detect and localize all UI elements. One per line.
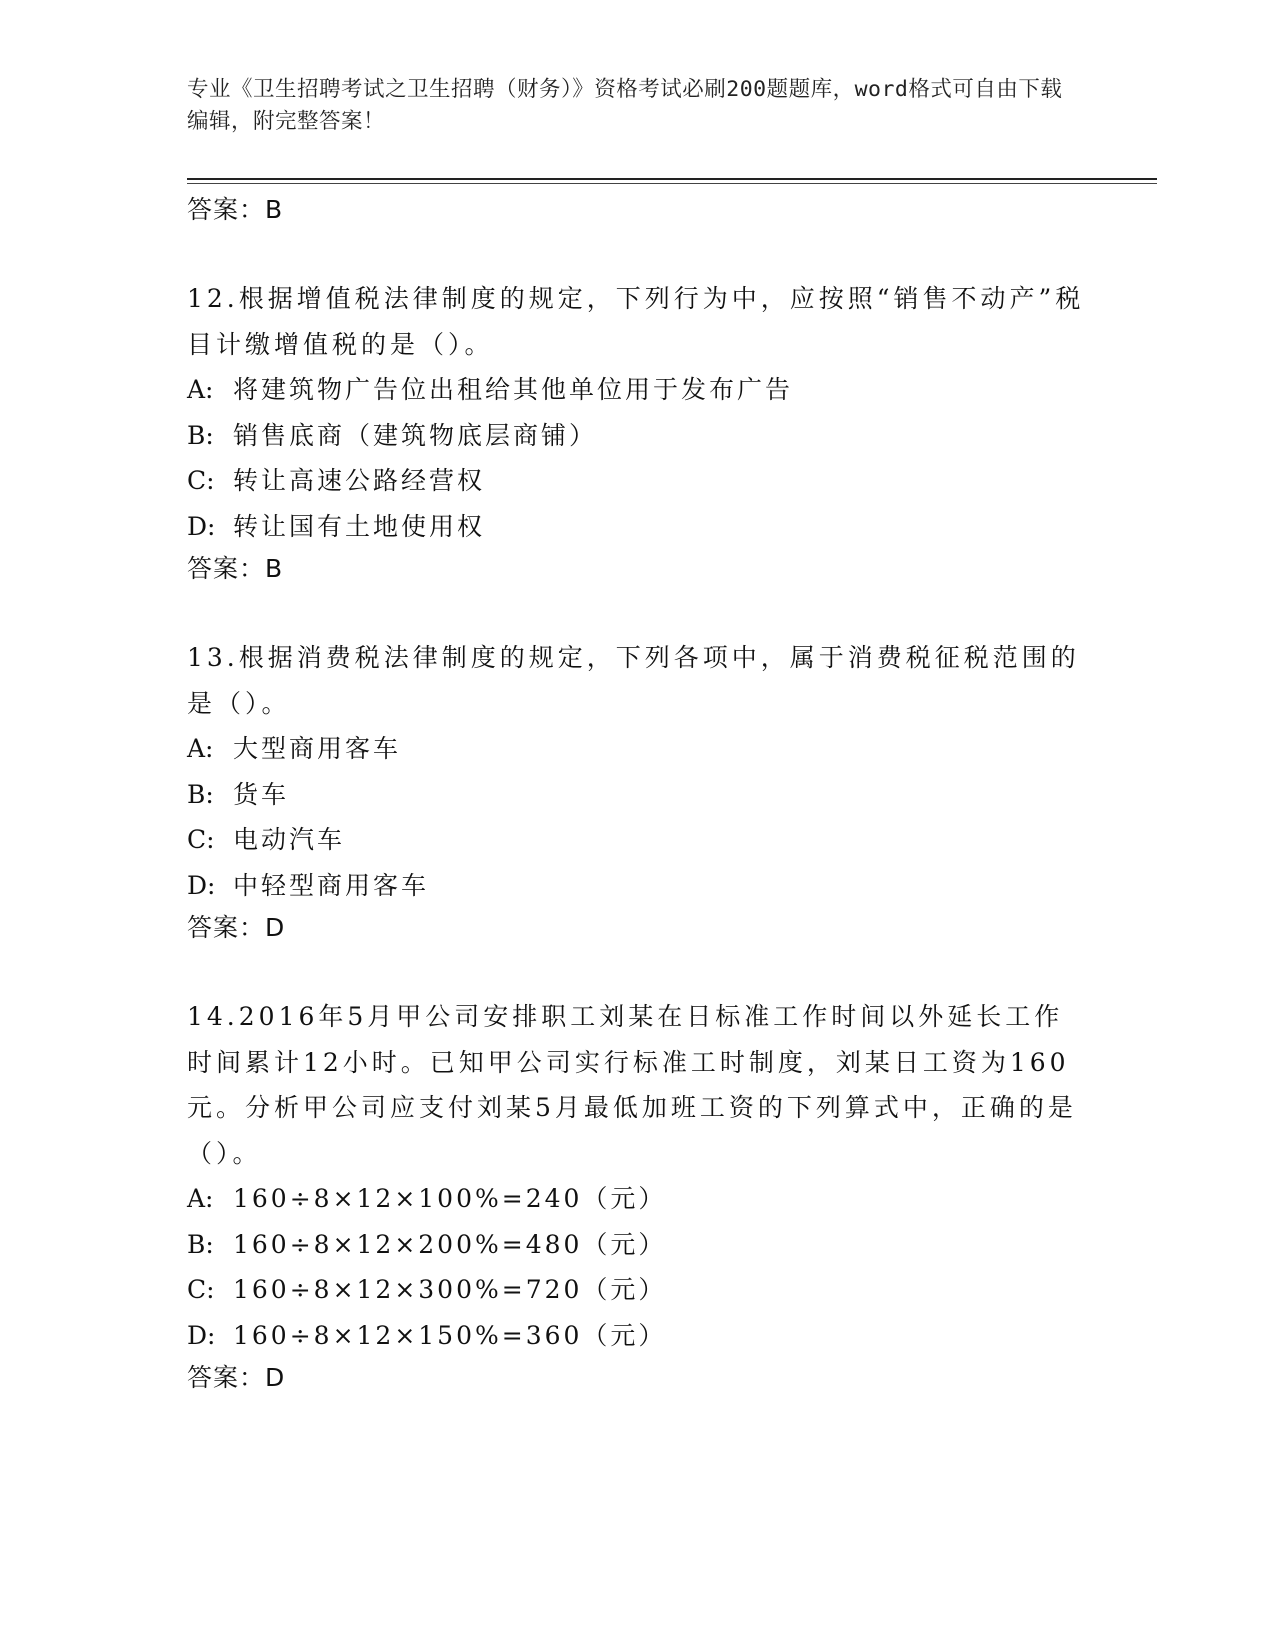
answer-label: 答案：	[187, 913, 266, 942]
question-stem: 14.2016年5月甲公司安排职工刘某在日标准工作时间以外延长工作时间累计12小时。已知甲公司实行标准工时制度，刘某日工资为160元。分析甲公司应支付刘某5月最低加班工资的下列算式中，正确的是（）。	[187, 1002, 1077, 1168]
option-key: D:	[187, 870, 216, 900]
question-12	[187, 276, 1087, 589]
answer-value: D	[265, 913, 286, 942]
option-c	[187, 817, 1087, 863]
option-b	[187, 1222, 1087, 1268]
answer-line	[187, 908, 1087, 948]
option-text: 中轻型商用客车	[233, 870, 430, 900]
question-stem: 12.根据增值税法律制度的规定，下列行为中，应按照“销售不动产”税目计缴增值税的是（）。	[187, 284, 1085, 359]
option-c	[187, 1267, 1087, 1313]
option-text: 160÷8×12×100%=240（元）	[233, 1184, 667, 1213]
answer-line	[187, 190, 1087, 230]
option-text: 电动汽车	[233, 825, 346, 854]
answer-line	[187, 549, 1087, 589]
option-key: A:	[187, 1184, 214, 1213]
answer-line	[187, 1358, 1087, 1398]
option-text: 将建筑物广告位出租给其他单位用于发布广告	[233, 375, 794, 404]
header-rule-thin	[187, 183, 1157, 184]
option-key: A:	[187, 375, 214, 404]
option-a	[187, 367, 1087, 413]
option-key: C:	[187, 825, 215, 854]
question-13	[187, 635, 1087, 948]
answer-value: B	[265, 195, 284, 224]
option-d	[187, 504, 1087, 550]
option-key: D:	[187, 1320, 216, 1350]
spacer	[187, 948, 1087, 994]
option-d	[187, 863, 1087, 909]
answer-value: B	[265, 554, 284, 583]
answer-label: 答案：	[187, 554, 266, 583]
document-body	[187, 190, 1087, 1398]
option-key: B:	[187, 420, 214, 450]
option-a	[187, 1176, 1087, 1222]
option-key: B:	[187, 1229, 214, 1259]
option-key: B:	[187, 779, 214, 809]
option-d	[187, 1313, 1087, 1359]
option-key: A:	[187, 734, 214, 763]
spacer	[187, 589, 1087, 635]
answer-label: 答案：	[187, 1363, 266, 1392]
option-text: 销售底商（建筑物底层商铺）	[233, 420, 598, 450]
option-text: 转让国有土地使用权	[233, 511, 486, 541]
option-text: 160÷8×12×300%=720（元）	[233, 1275, 667, 1304]
option-key: C:	[187, 1275, 215, 1304]
question-14	[187, 994, 1087, 1398]
option-text: 160÷8×12×200%=480（元）	[233, 1229, 667, 1259]
option-key: D:	[187, 511, 216, 541]
question-stem: 13.根据消费税法律制度的规定，下列各项中，属于消费税征税范围的是（）。	[187, 643, 1080, 718]
option-text: 货车	[233, 779, 290, 809]
option-b	[187, 413, 1087, 459]
option-b	[187, 772, 1087, 818]
spacer	[187, 230, 1087, 276]
option-c	[187, 458, 1087, 504]
option-text: 转让高速公路经营权	[233, 466, 486, 495]
option-text: 160÷8×12×150%=360（元）	[233, 1320, 667, 1350]
answer-label: 答案：	[187, 195, 266, 224]
option-text: 大型商用客车	[233, 734, 402, 763]
option-a	[187, 726, 1087, 772]
answer-value: D	[265, 1363, 286, 1392]
document-header: 专业《卫生招聘考试之卫生招聘（财务）》资格考试必刷200题题库，word格式可自由下载编辑，附完整答案！	[187, 77, 1063, 134]
header-rule-thick	[187, 178, 1157, 180]
option-key: C:	[187, 466, 215, 495]
